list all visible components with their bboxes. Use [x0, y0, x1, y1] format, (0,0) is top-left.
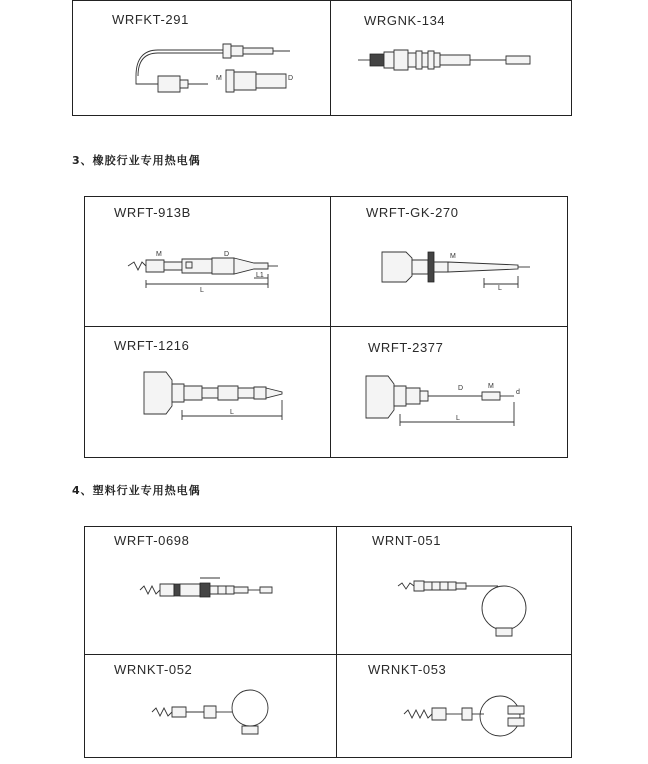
- thermocouple-drawing-wrnkt-052: [152, 686, 282, 742]
- thermocouple-drawing-wrgnk-134: [358, 40, 548, 80]
- svg-text:D: D: [458, 385, 464, 392]
- model-label-wrft-gk-270: WRFT-GK-270: [366, 205, 459, 220]
- svg-text:L: L: [230, 409, 234, 416]
- table-divider: [84, 326, 568, 327]
- model-label-wrft-1216: WRFT-1216: [114, 338, 190, 353]
- svg-text:M: M: [450, 253, 456, 260]
- thermocouple-drawing-wrft-913b: [128, 246, 288, 296]
- dim-m: M: [216, 75, 222, 82]
- svg-text:D: D: [288, 75, 294, 82]
- model-label-wrnkt-052: WRNKT-052: [114, 662, 193, 677]
- model-label-wrnt-051: WRNT-051: [372, 533, 442, 548]
- table-divider: [336, 526, 337, 758]
- section-heading-rubber: 3、橡胶行业专用热电偶: [72, 154, 201, 167]
- svg-text:M: M: [156, 251, 162, 258]
- thermocouple-drawing-wrft-gk-270: [380, 246, 540, 292]
- svg-text:L: L: [498, 285, 502, 292]
- model-label-wrft-2377: WRFT-2377: [368, 340, 444, 355]
- svg-text:D: D: [224, 251, 230, 258]
- model-label-wrft-0698: WRFT-0698: [114, 533, 190, 548]
- svg-text:L1: L1: [256, 272, 264, 279]
- model-label-wrnkt-053: WRNKT-053: [368, 662, 447, 677]
- model-label-wrgnk-134: WRGNK-134: [364, 13, 446, 28]
- svg-text:d: d: [516, 389, 520, 396]
- table-divider: [84, 654, 572, 655]
- thermocouple-drawing-wrnkt-053: [404, 686, 534, 746]
- thermocouple-drawing-wrnt-051: [398, 574, 528, 640]
- section-heading-plastics: 4、塑料行业专用热电偶: [72, 484, 201, 497]
- svg-text:L: L: [200, 287, 204, 294]
- thermocouple-drawing-wrft-0698: [140, 572, 280, 608]
- model-label-wrfkt-291: WRFKT-291: [112, 12, 189, 27]
- model-label-wrft-913b: WRFT-913B: [114, 205, 191, 220]
- svg-text:M: M: [488, 383, 494, 390]
- table-divider: [330, 0, 331, 116]
- thermocouple-drawing-wrft-1216: [142, 366, 292, 422]
- svg-text:L: L: [456, 415, 460, 422]
- thermocouple-drawing-wrfkt-291: [128, 36, 308, 102]
- thermocouple-drawing-wrft-2377: [364, 372, 524, 428]
